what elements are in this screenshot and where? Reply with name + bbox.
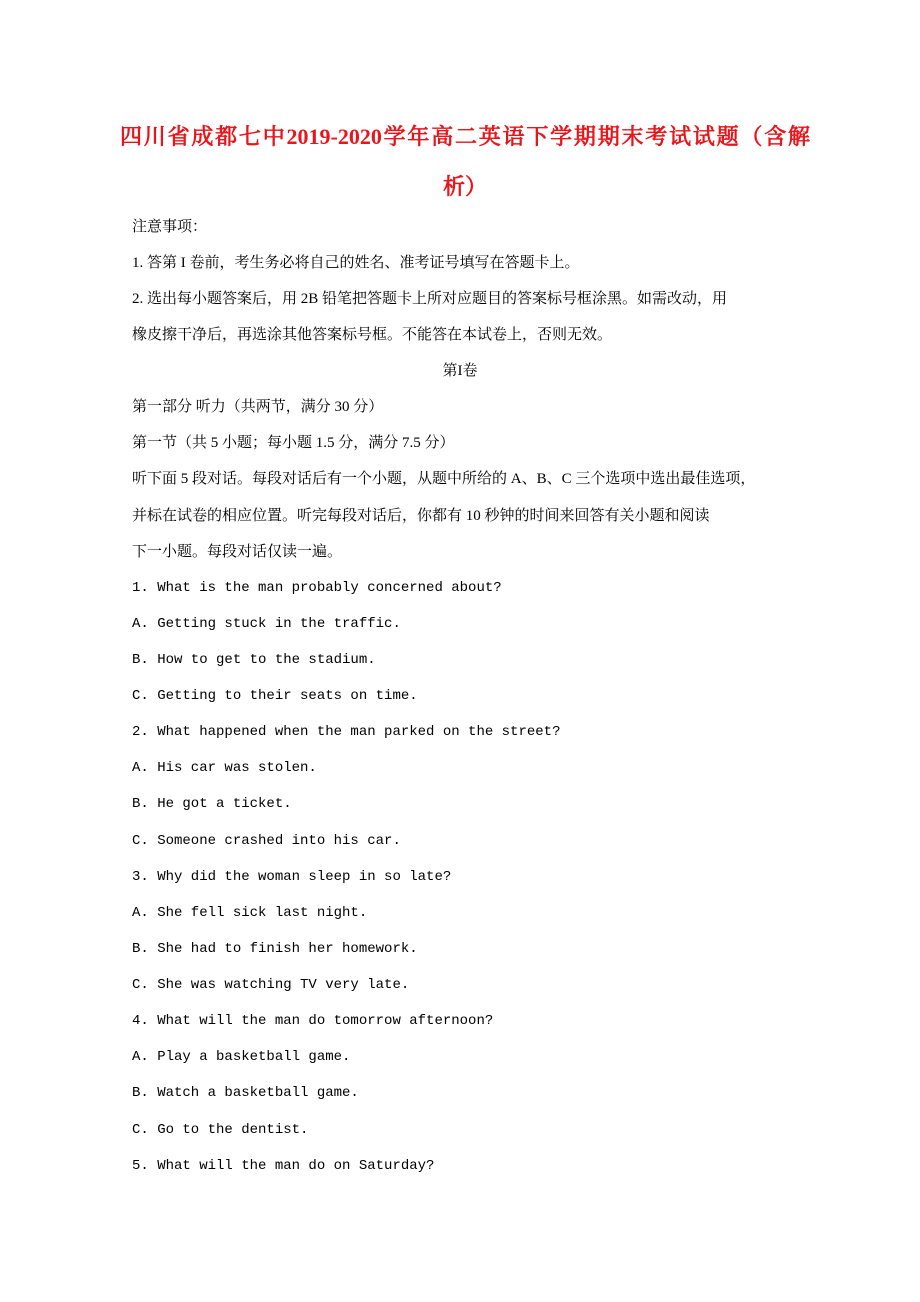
notice-item: 2. 选出每小题答案后，用 2B 铅笔把答题卡上所对应题目的答案标号框涂黑。如需改动，用 [132,291,728,307]
question: 3. Why did the woman sleep in so late? [132,869,452,885]
option: A. His car was stolen. [132,760,317,776]
notice-item: 1. 答第 I 卷前，考生务必将自己的姓名、准考证号填写在答题卡上。 [132,255,580,271]
option: B. How to get to the stadium. [132,652,376,668]
instruction-line: 听下面 5 段对话。每段对话后有一个小题，从题中所给的 A、B、C 三个选项中选出最佳选项， [132,471,756,487]
option: B. He got a ticket. [132,796,292,812]
question: 5. What will the man do on Saturday? [132,1158,435,1174]
notice-item: 橡皮擦干净后，再选涂其他答案标号框。不能答在本试卷上，否则无效。 [132,327,613,343]
notice-heading: 注意事项： [132,219,208,235]
instruction-line: 下一小题。每段对话仅读一遍。 [132,544,343,560]
instruction-line: 并标在试卷的相应位置。听完每段对话后，你都有 10 秒钟的时间来回答有关小题和阅读 [132,508,710,524]
option: C. Go to the dentist. [132,1122,309,1138]
document-title-line-1: 四川省成都七中2019-2020学年高二英语下学期期末考试试题（含解 [120,124,810,149]
option: A. Getting stuck in the traffic. [132,616,401,632]
option: C. Getting to their seats on time. [132,688,418,704]
option: A. She fell sick last night. [132,905,368,921]
volume-title: 第I卷 [442,363,478,379]
section-title: 第一节（共 5 小题；每小题 1.5 分，满分 7.5 分） [132,435,455,451]
document-title-line-2: 析） [442,174,487,199]
question: 2. What happened when the man parked on the street? [132,724,561,740]
option: A. Play a basketball game. [132,1049,351,1065]
option: B. Watch a basketball game. [132,1085,359,1101]
option: B. She had to finish her homework. [132,941,418,957]
option: C. Someone crashed into his car. [132,833,401,849]
question: 1. What is the man probably concerned about? [132,580,502,596]
question: 4. What will the man do tomorrow afternoon? [132,1013,494,1029]
option: C. She was watching TV very late. [132,977,410,993]
part-title: 第一部分 听力（共两节，满分 30 分） [132,399,384,415]
